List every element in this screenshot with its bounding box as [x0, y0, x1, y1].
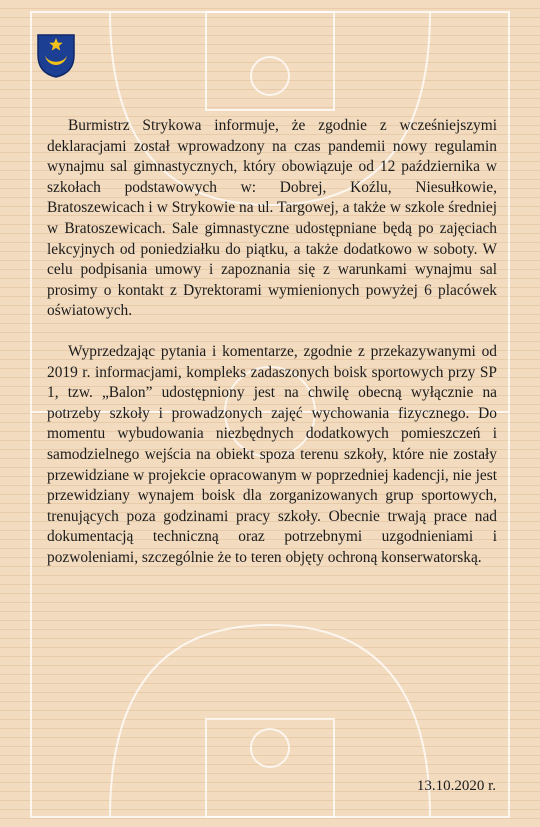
notice-date: 13.10.2020 r.: [416, 778, 496, 794]
coat-of-arms-icon: [36, 33, 76, 79]
notice-text: [47, 116, 497, 568]
notice-paragraph-gym-rental: Burmistrz Strykowa informuje, że zgodnie z wcześniejszymi deklaracjami został wprowadzony na czas pandemii nowy regulamin wynajmu sal gimnastycznych, który obowiązuje od 12 października w szkołach podstawowych w: Dobrej, Koźlu, Niesułkowie, Bratoszewicach i w Strykowie na ul. Targowej, a także w szkole średniej w Bratoszewicach. Sale gimnastyczne udostępniane będą po zajęciach lekcyjnych od poniedziałku do piątku, a także dodatkowo w soboty. W celu podpisania umowy i zapoznania się z warunkami wynajmu sal prosimy o kontakt z Dyrektorami wymienionych powyżej 6 placówek oświatowych.: [47, 117, 497, 320]
notice-paragraph-balon-sports-hall: Wyprzedzając pytania i komentarze, zgodnie z przekazywanymi od 2019 r. informacjami, kompleks zadaszonych boisk sportowych przy SP 1, tzw. „Balon” udostępniony jest na chwilę obecną wyłącznie na potrzeby szkoły i prowadzonych zajęć wychowania fizycznego. Do momentu wybudowania niezbędnych dodatkowych pomieszczeń i samodzielnego wejścia na obiekt spoza terenu szkoły, które nie zostały przewidziane w projekcie opracowanym w poprzedniej kadencji, nie jest przewidziany wynajem boisk dla zorganizowanych grup sportowych, trenujących poza godzinami pracy szkoły. Obecnie trwają prace nad dokumentacją techniczną oraz potrzebnymi uzgodnieniami i pozwoleniami, szczególnie że to teren objęty ochroną konserwatorską.: [47, 342, 497, 566]
